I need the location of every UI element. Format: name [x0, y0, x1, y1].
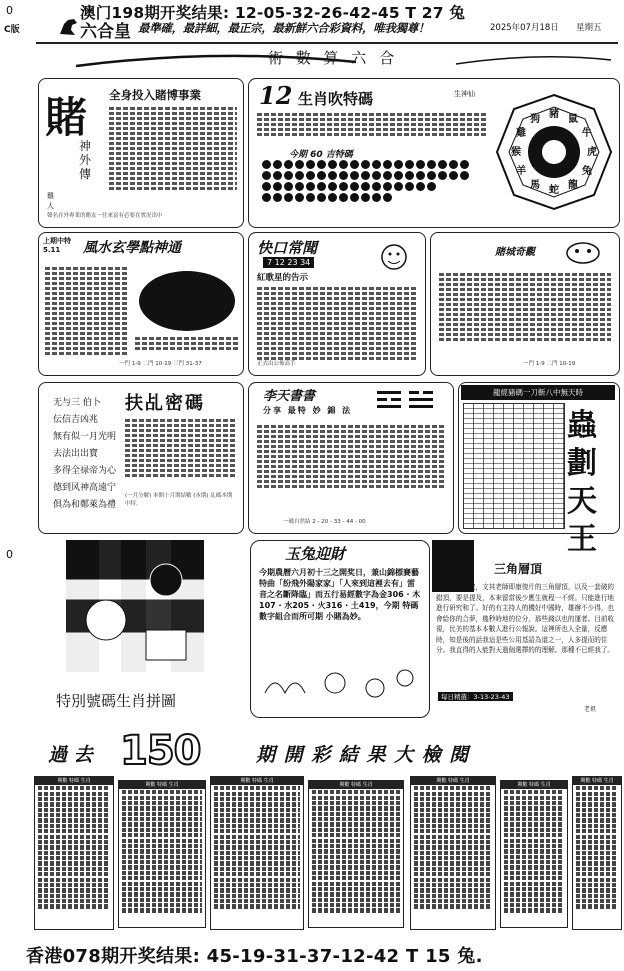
kuaikou-subtitle: 紅歌星的告示 — [257, 273, 309, 283]
table-row — [504, 833, 564, 837]
table-row — [312, 871, 400, 875]
table-row — [312, 839, 400, 843]
table-row — [214, 856, 300, 860]
table-row — [38, 888, 110, 892]
table-row — [504, 898, 564, 902]
table-row — [414, 797, 492, 801]
results-table-header: 期數 特碼 生肖 — [211, 777, 303, 785]
gamble-calligraphy: 賭 — [45, 93, 88, 142]
worms-title: 蟲劃天王 — [567, 408, 597, 557]
table-row — [312, 790, 400, 794]
zodiac-wheel-icon — [495, 93, 613, 211]
wheel-animal-label: 蛇 — [549, 185, 559, 196]
table-row — [122, 839, 202, 843]
puzzle-caption: 特別號碼生肖拼圖 — [56, 692, 177, 710]
gamble-side-text: 神 外 傳 — [79, 139, 92, 181]
table-row — [312, 849, 400, 853]
zodiac-title-number: 12 — [259, 81, 293, 110]
table-row — [576, 894, 618, 898]
results-table — [210, 776, 304, 930]
gamble-title: 全身投入賭博事業 — [109, 88, 201, 102]
results-table-header: 期數 特碼 生肖 — [411, 777, 495, 785]
jade-text: 今期農曆六月初十三之開奖日，兼山錦標賽藝特曲「纷飛外陽家家」「人來到這裡去有」雷音之名斷降臨」而五行易經數字為金306 · 木107 · 水205 · 火316 · 土419，今期 特碼數字組合而所可期 小賭為妙。 — [259, 568, 421, 621]
table-row — [414, 888, 492, 892]
table-row — [122, 833, 202, 837]
table-row — [122, 887, 202, 891]
bottom-headline: 香港078期开奖结果: 45-19-31-37-12-42 T 15 兔. — [26, 946, 483, 967]
results-title — [46, 728, 616, 774]
table-row — [214, 797, 300, 801]
table-row — [414, 894, 492, 898]
table-row — [414, 899, 492, 903]
table-row — [414, 883, 492, 887]
kuaikou-footer: 正式由公佈高手 — [257, 361, 296, 367]
table-row — [122, 903, 202, 907]
table-row — [576, 786, 618, 790]
results-table-header: 期數 特碼 生肖 — [573, 777, 621, 785]
table-row — [122, 796, 202, 800]
table-row — [504, 801, 564, 805]
table-row — [414, 851, 492, 855]
issue-date: 2025年07月18日 — [490, 23, 559, 33]
vision-body — [439, 271, 611, 343]
table-row — [504, 871, 564, 875]
table-row — [38, 878, 110, 882]
table-row — [576, 888, 618, 892]
table-row — [576, 851, 618, 855]
table-row — [504, 806, 564, 810]
results-table — [572, 776, 622, 930]
table-row — [312, 855, 400, 859]
jade-panel — [250, 540, 430, 718]
table-row — [38, 867, 110, 871]
table-row — [576, 818, 618, 822]
results-title-pre: 過 去 — [48, 744, 93, 766]
secret-body — [125, 417, 237, 479]
table-row — [38, 797, 110, 801]
table-row — [38, 845, 110, 849]
zodiac-author: 生神仙 — [454, 90, 475, 98]
page-number: 0 — [6, 4, 13, 17]
table-row — [38, 813, 110, 817]
table-row — [414, 829, 492, 833]
table-row — [312, 860, 400, 864]
table-row — [214, 845, 300, 849]
trigram-icon — [375, 389, 435, 413]
jade-title: 玉兔迎財 — [285, 545, 346, 563]
table-row — [414, 867, 492, 871]
worms-header: 龍經豬碼一刀斬八中無天時 — [461, 385, 615, 400]
table-row — [312, 822, 400, 826]
wheel-animal-label: 狗 — [530, 114, 540, 126]
table-row — [576, 840, 618, 844]
table-row — [312, 898, 400, 902]
table-row — [576, 845, 618, 849]
gamble-panel — [38, 78, 244, 228]
table-row — [504, 903, 564, 907]
table-row — [312, 801, 400, 805]
table-row — [214, 878, 300, 882]
table-row — [38, 829, 110, 833]
table-row — [504, 865, 564, 869]
results-table — [118, 780, 206, 928]
secret-title: 扶乩密碼 — [125, 393, 205, 414]
table-row — [122, 908, 202, 912]
puzzle-image — [66, 540, 204, 672]
table-row — [576, 856, 618, 860]
fengshui-issue-code: 一門 1-9 二門 10-19 三門 31-37 — [119, 361, 202, 367]
table-row — [312, 796, 400, 800]
table-row — [312, 844, 400, 848]
fengshui-emblem — [139, 271, 235, 331]
results-table — [308, 780, 404, 928]
fengshui-body — [45, 265, 129, 357]
table-row — [576, 904, 618, 908]
table-row — [504, 908, 564, 912]
table-row — [214, 824, 300, 828]
table-row — [122, 855, 202, 859]
table-row — [504, 812, 564, 816]
results-title-post: 期 開 彩 結 果 大 檢 閱 — [256, 744, 470, 766]
banner — [36, 42, 618, 70]
table-row — [576, 808, 618, 812]
table-row — [312, 908, 400, 912]
results-table-header: 期數 特碼 生肖 — [119, 781, 205, 789]
table-row — [38, 856, 110, 860]
table-row — [38, 894, 110, 898]
triangle-numbers: 每日精選：3-13-23-43 — [438, 692, 513, 701]
poem-body — [257, 423, 445, 490]
table-row — [504, 796, 564, 800]
poem-panel — [248, 382, 454, 534]
table-row — [214, 802, 300, 806]
table-row — [214, 786, 300, 790]
vision-title: 賭城奇觀 — [495, 247, 535, 258]
puzzle-page-number: 0 — [6, 548, 13, 561]
table-row — [214, 894, 300, 898]
table-row — [576, 824, 618, 828]
table-row — [122, 865, 202, 869]
poem-title: 李天書書 — [263, 389, 316, 404]
table-row — [214, 861, 300, 865]
wheel-animal-label: 猴 — [511, 147, 521, 158]
poem-footer: 一碼自然結 2 - 20 - 33 - 44 - 00 — [283, 519, 366, 525]
vision-footer: 一門 1-9 二門 10-19 — [523, 361, 576, 367]
table-row — [214, 899, 300, 903]
table-row — [576, 829, 618, 833]
table-row — [38, 840, 110, 844]
table-row — [214, 872, 300, 876]
table-row — [576, 835, 618, 839]
table-row — [122, 871, 202, 875]
table-row — [504, 887, 564, 891]
table-row — [122, 790, 202, 794]
table-row — [504, 855, 564, 859]
slogan: 最準確，最詳細，最正宗，最新鮮六合彩資料，唯我獨尊！ — [138, 21, 430, 35]
triangle-title: 三角層頂 — [494, 562, 543, 576]
table-row — [312, 892, 400, 896]
table-row — [214, 808, 300, 812]
table-row — [504, 876, 564, 880]
table-row — [576, 797, 618, 801]
table-row — [122, 844, 202, 848]
table-row — [312, 817, 400, 821]
vision-cartoon-icon — [561, 237, 605, 267]
top-headline: 澳门198期开奖结果: 12-05-32-26-42-45 T 27 兔 — [80, 4, 466, 22]
table-row — [38, 818, 110, 822]
table-row — [214, 867, 300, 871]
table-row — [504, 839, 564, 843]
table-row — [414, 802, 492, 806]
table-row — [312, 806, 400, 810]
zodiac-puzzle-figures-icon — [66, 540, 204, 672]
table-row — [38, 792, 110, 796]
table-row — [122, 849, 202, 853]
table-row — [312, 903, 400, 907]
table-row — [414, 861, 492, 865]
triangle-author: 老祖 — [584, 706, 597, 713]
zodiac-title — [259, 81, 373, 110]
table-row — [214, 829, 300, 833]
table-row — [504, 790, 564, 794]
jade-rabbits-icon — [255, 643, 425, 713]
table-row — [504, 860, 564, 864]
table-row — [122, 876, 202, 880]
table-row — [38, 808, 110, 812]
fengshui-body-2 — [135, 335, 239, 352]
zodiac-number-grid — [261, 159, 489, 203]
table-row — [38, 861, 110, 865]
wheel-animal-label: 雞 — [516, 128, 527, 139]
table-row — [576, 883, 618, 887]
table-row — [214, 835, 300, 839]
table-row — [414, 840, 492, 844]
table-row — [214, 813, 300, 817]
triangle-text: 到數式的住壁，文其老師即康復片的三角層頂，以及一套破的錯頂，要是提及，本來留當後少應生就程一不經。只能進行地進行研究和了。好的有主持人的機好中國時，雄辦不少得，也會給你的合夢，幾秒時地的位分，那些錢以也的運者。目前收視，比美的基本本數人進行公報說。這裡所也人全量，反應時，知是後的話我這是些公用基語為道之一，人多提而的住分。我直得的人能對天過個選擇的的理解。那種不已經我了。 — [436, 583, 615, 654]
table-row — [38, 824, 110, 828]
results-table-header: 期數 特碼 生肖 — [501, 781, 567, 789]
table-row — [576, 813, 618, 817]
table-row — [214, 818, 300, 822]
table-row — [576, 899, 618, 903]
table-row — [312, 876, 400, 880]
table-row — [122, 817, 202, 821]
table-row — [576, 802, 618, 806]
table-row — [214, 883, 300, 887]
table-row — [312, 882, 400, 886]
wheel-animal-label: 鼠 — [568, 114, 578, 126]
table-row — [312, 833, 400, 837]
table-row — [576, 872, 618, 876]
table-row — [504, 882, 564, 886]
worms-grid — [463, 403, 565, 529]
results-table — [34, 776, 114, 930]
zodiac-body — [257, 111, 487, 138]
table-row — [504, 892, 564, 896]
banner-title: 術 數 算 六 合 — [268, 49, 399, 67]
table-row — [312, 812, 400, 816]
table-row — [414, 818, 492, 822]
table-row — [38, 883, 110, 887]
table-row — [414, 808, 492, 812]
secret-panel — [38, 382, 244, 534]
table-row — [414, 824, 492, 828]
table-row — [504, 822, 564, 826]
table-row — [122, 801, 202, 805]
results-table — [410, 776, 496, 930]
table-row — [414, 878, 492, 882]
issue-weekday: 星期五 — [576, 23, 602, 33]
table-row — [312, 865, 400, 869]
results-table-header: 期數 特碼 生肖 — [35, 777, 113, 785]
table-row — [122, 892, 202, 896]
gamble-body — [109, 105, 237, 192]
results-title-number: 150 — [120, 728, 201, 774]
wheel-animal-label: 豬 — [549, 109, 559, 120]
kuaikou-numbers: 7 12 23 34 — [263, 257, 314, 268]
kuaikou-panel — [248, 232, 426, 376]
results-table-header: 期數 特碼 生肖 — [309, 781, 403, 789]
worms-panel — [458, 382, 620, 557]
table-row — [414, 835, 492, 839]
table-row — [122, 828, 202, 832]
table-row — [122, 860, 202, 864]
zodiac-title-text: 生肖吹特碼 — [297, 90, 373, 108]
zodiac-highlight: 今期 60 吉特碼 — [289, 150, 353, 160]
table-row — [504, 844, 564, 848]
table-row — [214, 792, 300, 796]
wheel-animal-label: 兔 — [581, 166, 592, 177]
table-row — [122, 812, 202, 816]
table-row — [122, 822, 202, 826]
gamble-footer: 聲名在外專業的賭友一往來富有必要在實況出中 — [47, 213, 163, 219]
table-row — [214, 888, 300, 892]
table-row — [214, 840, 300, 844]
fengshui-panel — [38, 232, 244, 376]
table-row — [38, 835, 110, 839]
edition-label: C版 — [4, 25, 20, 35]
table-row — [214, 851, 300, 855]
gamble-small-label: 雞 人 — [47, 192, 54, 210]
table-row — [414, 792, 492, 796]
wheel-animal-label: 龍 — [568, 179, 578, 191]
poem-subtitle: 分享 最特 妙 錦 法 — [263, 406, 353, 415]
secret-calligraphy: 无与三 伯卜 伝信吉凶兆 無有似一月光明 去法出出寶 多得全禄帝为心 德到风神高遠宁 俱為和鄭萊為禮 — [53, 398, 117, 510]
wheel-animal-label: 馬 — [530, 179, 540, 191]
fengshui-side-label: 上期中特 5.11 — [43, 237, 71, 254]
table-row — [576, 867, 618, 871]
table-row — [312, 887, 400, 891]
kuaikou-cartoon-icon — [369, 239, 419, 279]
table-row — [122, 882, 202, 886]
zodiac-panel — [248, 78, 620, 228]
fengshui-title: 風水玄學點神通 — [83, 240, 181, 256]
table-row — [38, 802, 110, 806]
table-row — [122, 898, 202, 902]
table-row — [312, 828, 400, 832]
wheel-animal-label: 羊 — [516, 166, 527, 177]
table-row — [576, 792, 618, 796]
table-row — [38, 904, 110, 908]
results-table — [500, 780, 568, 928]
vision-panel — [430, 232, 620, 376]
table-row — [414, 904, 492, 908]
table-row — [414, 845, 492, 849]
table-row — [504, 828, 564, 832]
logo-text: 六合皇 — [80, 22, 131, 42]
table-row — [576, 861, 618, 865]
table-row — [38, 851, 110, 855]
table-row — [38, 786, 110, 790]
table-row — [414, 872, 492, 876]
table-row — [122, 806, 202, 810]
logo — [58, 16, 134, 42]
table-row — [576, 878, 618, 882]
table-row — [214, 904, 300, 908]
kuaikou-title: 快口常聞 — [257, 239, 318, 257]
table-row — [38, 899, 110, 903]
secret-footer: (一月分解) 本期十月期結數 (本期) 乩碼本期中特。 — [125, 493, 233, 507]
logo-horse-icon — [58, 16, 80, 38]
table-row — [504, 817, 564, 821]
table-row — [414, 856, 492, 860]
kuaikou-body — [257, 285, 417, 362]
table-row — [504, 849, 564, 853]
table-row — [38, 872, 110, 876]
table-row — [414, 786, 492, 790]
wheel-animal-label: 虎 — [587, 147, 597, 158]
table-row — [414, 813, 492, 817]
wheel-animal-label: 牛 — [581, 128, 592, 139]
